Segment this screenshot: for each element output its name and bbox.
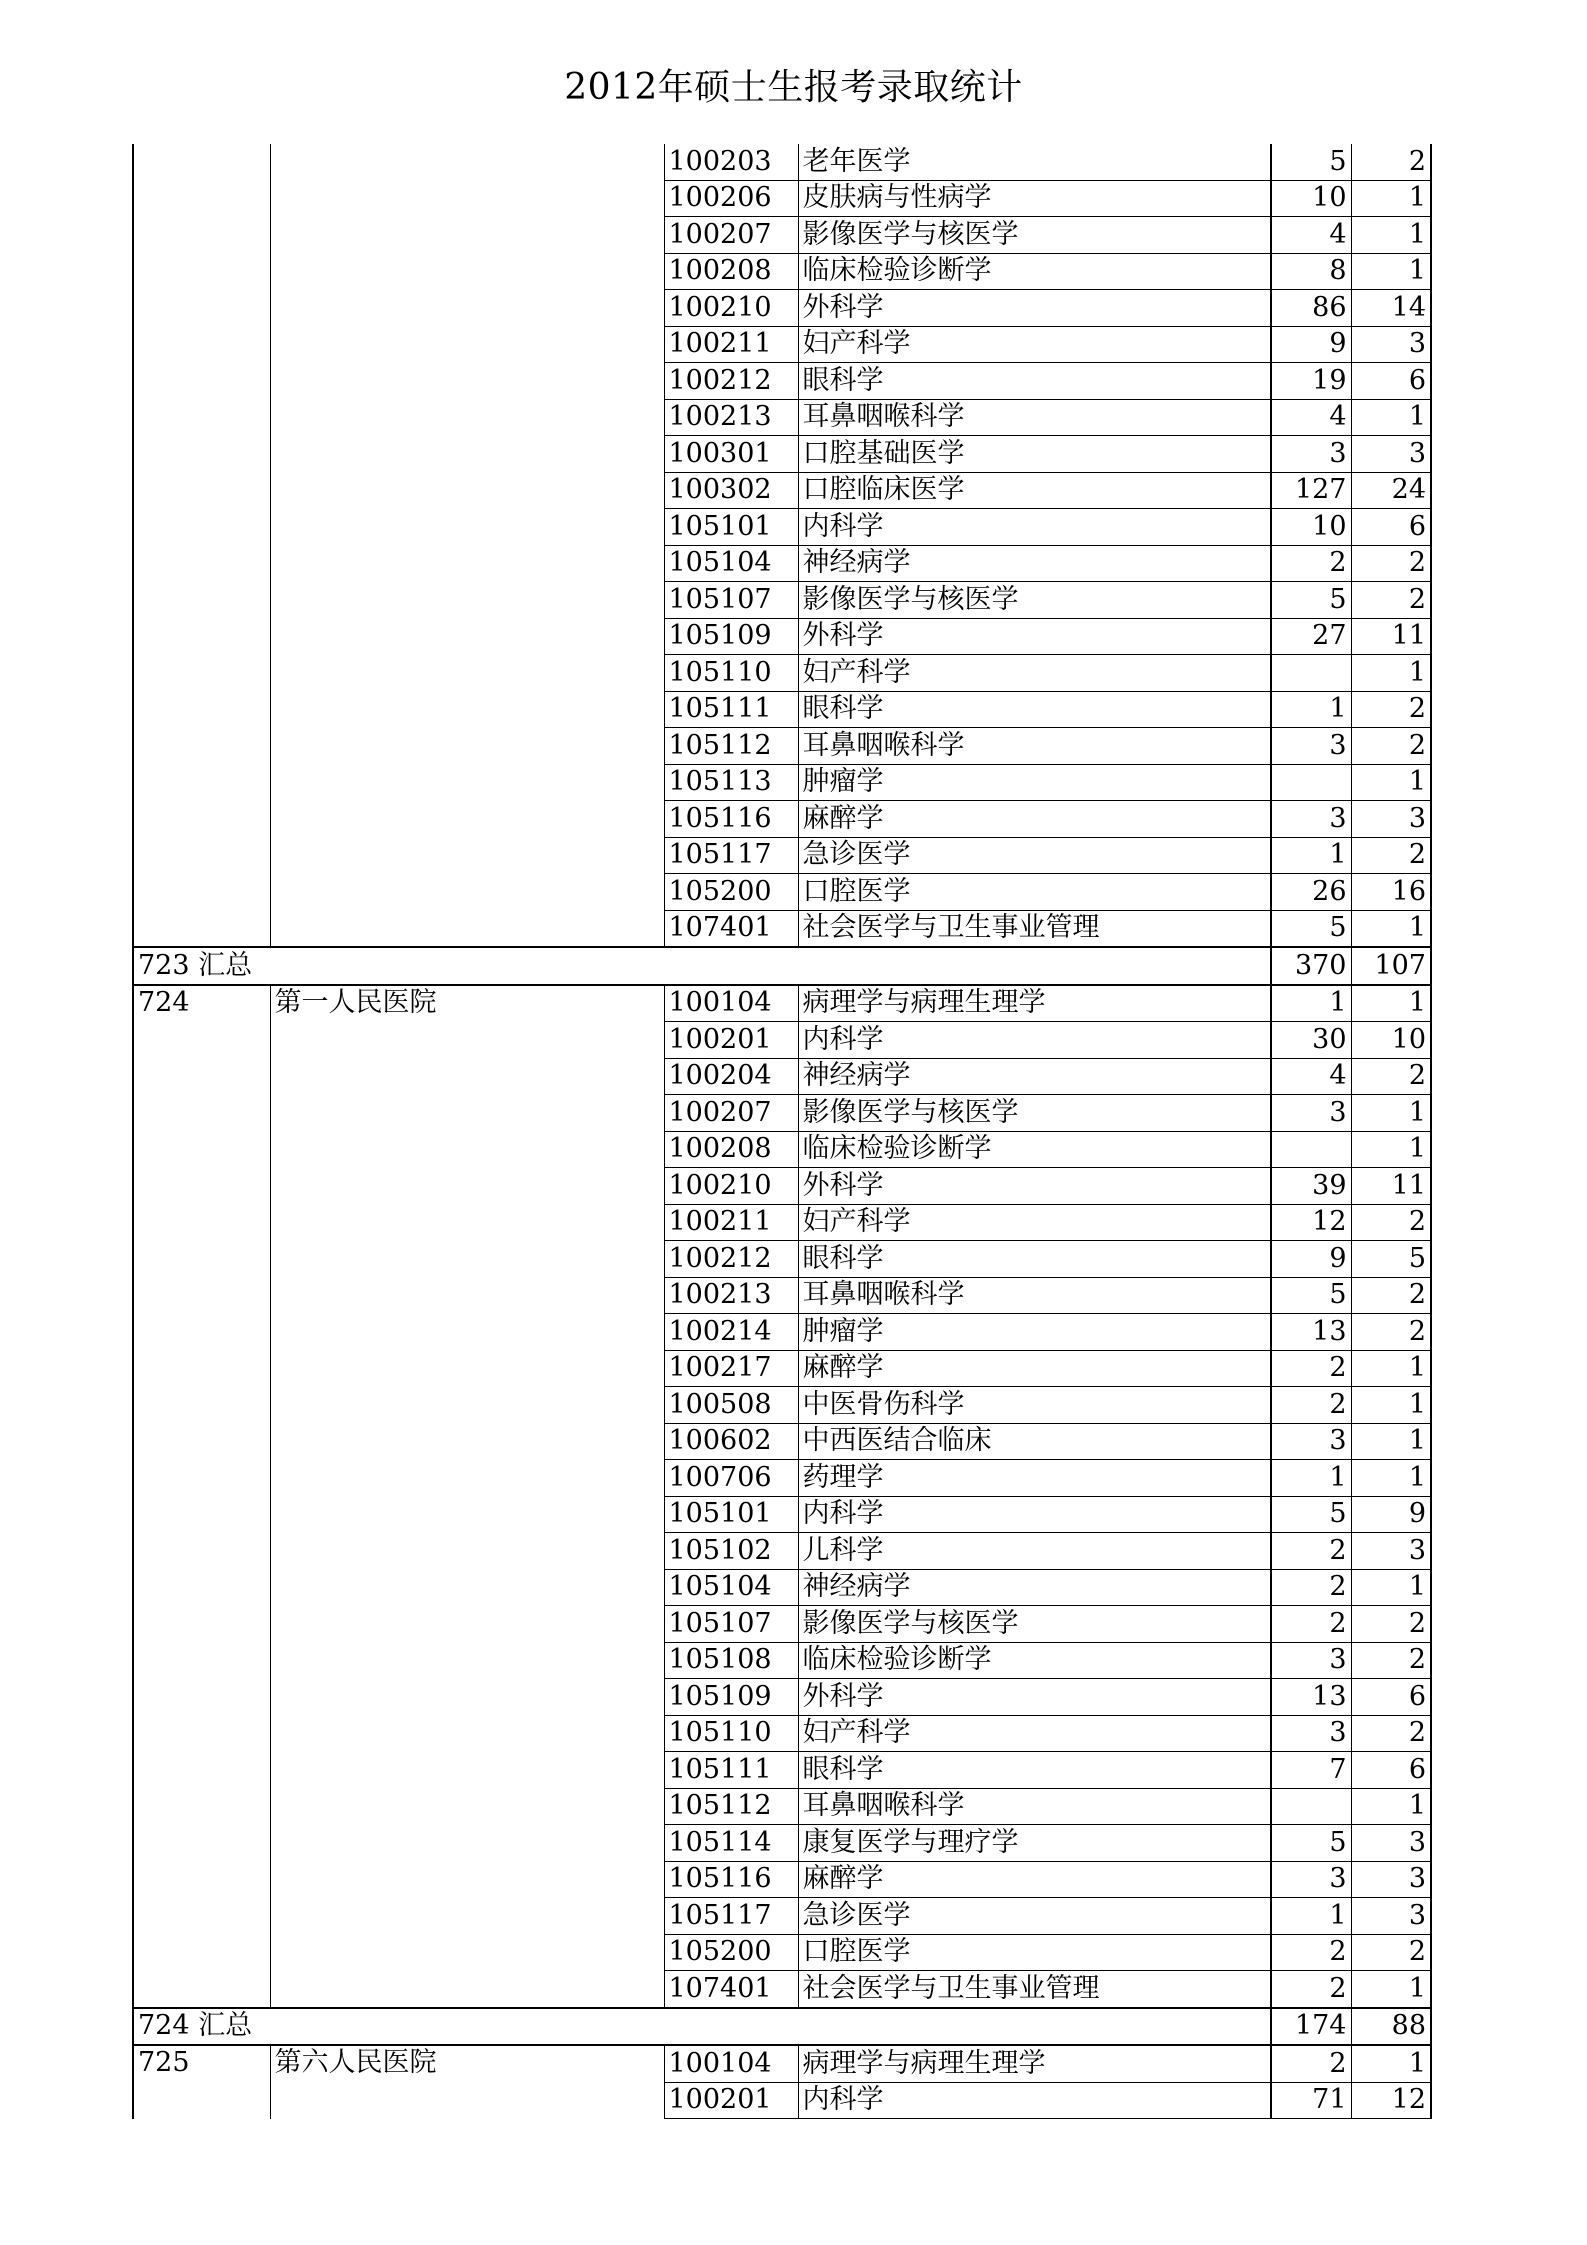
admitted-count-cell: 1 (1351, 399, 1431, 436)
admitted-count-cell: 2 (1351, 545, 1431, 582)
major-name-cell: 妇产科学 (798, 655, 1271, 692)
major-name-cell: 影像医学与核医学 (798, 1606, 1271, 1643)
major-code-cell: 100210 (664, 290, 798, 327)
admitted-count-cell: 2 (1351, 691, 1431, 728)
subtotal-row (133, 947, 1431, 985)
admitted-count-cell: 6 (1351, 1679, 1431, 1716)
applicants-count-cell: 9 (1271, 326, 1351, 363)
applicants-count-cell: 1 (1271, 1898, 1351, 1935)
admitted-count-cell: 1 (1351, 1387, 1431, 1424)
major-name-cell: 眼科学 (798, 363, 1271, 400)
applicants-count-cell: 7 (1271, 1752, 1351, 1789)
unit-code-cell (133, 144, 270, 947)
major-name-cell: 妇产科学 (798, 1715, 1271, 1752)
major-code-cell: 100706 (664, 1460, 798, 1497)
applicants-count-cell: 39 (1271, 1168, 1351, 1205)
major-name-cell: 中西医结合临床 (798, 1423, 1271, 1460)
major-code-cell: 100206 (664, 180, 798, 217)
major-code-cell: 105107 (664, 582, 798, 619)
major-code-cell: 100211 (664, 326, 798, 363)
major-code-cell: 100302 (664, 472, 798, 509)
major-name-cell: 康复医学与理疗学 (798, 1825, 1271, 1862)
admitted-count-cell: 3 (1351, 1898, 1431, 1935)
applicants-count-cell: 1 (1271, 837, 1351, 874)
major-name-cell: 妇产科学 (798, 1204, 1271, 1241)
major-code-cell: 105116 (664, 1861, 798, 1898)
major-name-cell: 口腔临床医学 (798, 472, 1271, 509)
major-code-cell: 105200 (664, 1934, 798, 1971)
applicants-count-cell: 1 (1271, 985, 1351, 1022)
major-name-cell: 麻醉学 (798, 801, 1271, 838)
major-code-cell: 105108 (664, 1642, 798, 1679)
admitted-count-cell: 6 (1351, 1752, 1431, 1789)
subtotal-label: 723 汇总 (133, 947, 1271, 985)
applicants-count-cell: 13 (1271, 1679, 1351, 1716)
admitted-count-cell: 1 (1351, 253, 1431, 290)
admitted-count-cell: 24 (1351, 472, 1431, 509)
subtotal-applicants-cell: 370 (1271, 947, 1351, 985)
admitted-count-cell: 2 (1351, 1277, 1431, 1314)
admitted-count-cell: 11 (1351, 618, 1431, 655)
admitted-count-cell: 3 (1351, 436, 1431, 473)
major-name-cell: 社会医学与卫生事业管理 (798, 1971, 1271, 2008)
major-code-cell: 100213 (664, 1277, 798, 1314)
major-code-cell: 100210 (664, 1168, 798, 1205)
admitted-count-cell: 3 (1351, 1861, 1431, 1898)
major-code-cell: 100508 (664, 1387, 798, 1424)
major-name-cell: 影像医学与核医学 (798, 1095, 1271, 1132)
page-title: 2012年硕士生报考录取统计 (564, 67, 1023, 108)
major-code-cell: 105107 (664, 1606, 798, 1643)
major-name-cell: 耳鼻咽喉科学 (798, 399, 1271, 436)
applicants-count-cell: 1 (1271, 1460, 1351, 1497)
major-name-cell: 耳鼻咽喉科学 (798, 1788, 1271, 1825)
unit-name-cell (270, 144, 664, 947)
major-name-cell: 麻醉学 (798, 1350, 1271, 1387)
applicants-count-cell (1271, 1131, 1351, 1168)
major-name-cell: 眼科学 (798, 1241, 1271, 1278)
applicants-count-cell: 4 (1271, 399, 1351, 436)
major-code-cell: 100201 (664, 1022, 798, 1059)
applicants-count-cell: 9 (1271, 1241, 1351, 1278)
major-name-cell: 神经病学 (798, 1569, 1271, 1606)
applicants-count-cell: 8 (1271, 253, 1351, 290)
major-code-cell: 100214 (664, 1314, 798, 1351)
admitted-count-cell: 1 (1351, 1423, 1431, 1460)
applicants-count-cell: 2 (1271, 1971, 1351, 2008)
admitted-count-cell: 2 (1351, 1058, 1431, 1095)
major-code-cell: 105116 (664, 801, 798, 838)
admitted-count-cell: 3 (1351, 326, 1431, 363)
applicants-count-cell: 2 (1271, 1533, 1351, 1570)
applicants-count-cell: 2 (1271, 1350, 1351, 1387)
applicants-count-cell: 2 (1271, 2045, 1351, 2082)
admitted-count-cell: 2 (1351, 1715, 1431, 1752)
admitted-count-cell: 1 (1351, 2045, 1431, 2082)
unit-code-cell: 725 (133, 2045, 270, 2119)
major-code-cell: 100104 (664, 2045, 798, 2082)
admitted-count-cell: 3 (1351, 1825, 1431, 1862)
admitted-count-cell: 1 (1351, 1788, 1431, 1825)
applicants-count-cell: 3 (1271, 1423, 1351, 1460)
major-name-cell: 神经病学 (798, 545, 1271, 582)
major-name-cell: 临床检验诊断学 (798, 253, 1271, 290)
major-code-cell: 105101 (664, 1496, 798, 1533)
major-code-cell: 107401 (664, 910, 798, 947)
admitted-count-cell: 1 (1351, 1095, 1431, 1132)
applicants-count-cell (1271, 764, 1351, 801)
major-name-cell: 临床检验诊断学 (798, 1642, 1271, 1679)
admitted-count-cell: 16 (1351, 874, 1431, 911)
admitted-count-cell: 1 (1351, 655, 1431, 692)
major-name-cell: 外科学 (798, 1168, 1271, 1205)
major-name-cell: 临床检验诊断学 (798, 1131, 1271, 1168)
applicants-count-cell: 5 (1271, 1496, 1351, 1533)
major-code-cell: 105111 (664, 691, 798, 728)
admitted-count-cell: 2 (1351, 1606, 1431, 1643)
admitted-count-cell: 2 (1351, 1642, 1431, 1679)
applicants-count-cell: 2 (1271, 1569, 1351, 1606)
applicants-count-cell: 5 (1271, 1825, 1351, 1862)
applicants-count-cell: 3 (1271, 436, 1351, 473)
admitted-count-cell: 2 (1351, 1204, 1431, 1241)
subtotal-admitted-cell: 107 (1351, 947, 1431, 985)
admission-statistics-table (132, 144, 1432, 2119)
admitted-count-cell: 2 (1351, 837, 1431, 874)
applicants-count-cell: 1 (1271, 691, 1351, 728)
major-code-cell: 105114 (664, 1825, 798, 1862)
major-name-cell: 病理学与病理生理学 (798, 985, 1271, 1022)
major-name-cell: 肿瘤学 (798, 1314, 1271, 1351)
major-code-cell: 100208 (664, 1131, 798, 1168)
major-name-cell: 中医骨伤科学 (798, 1387, 1271, 1424)
major-code-cell: 105117 (664, 1898, 798, 1935)
applicants-count-cell: 2 (1271, 1606, 1351, 1643)
subtotal-label: 724 汇总 (133, 2008, 1271, 2046)
major-name-cell: 神经病学 (798, 1058, 1271, 1095)
applicants-count-cell: 86 (1271, 290, 1351, 327)
major-name-cell: 皮肤病与性病学 (798, 180, 1271, 217)
major-code-cell: 100104 (664, 985, 798, 1022)
applicants-count-cell: 3 (1271, 1861, 1351, 1898)
major-name-cell: 眼科学 (798, 691, 1271, 728)
applicants-count-cell: 4 (1271, 217, 1351, 254)
applicants-count-cell: 5 (1271, 1277, 1351, 1314)
admitted-count-cell: 1 (1351, 1350, 1431, 1387)
admitted-count-cell: 6 (1351, 363, 1431, 400)
major-name-cell: 影像医学与核医学 (798, 217, 1271, 254)
admitted-count-cell: 1 (1351, 1971, 1431, 2008)
major-code-cell: 107401 (664, 1971, 798, 2008)
major-name-cell: 外科学 (798, 1679, 1271, 1716)
admitted-count-cell: 2 (1351, 728, 1431, 765)
applicants-count-cell: 19 (1271, 363, 1351, 400)
major-code-cell: 105101 (664, 509, 798, 546)
applicants-count-cell (1271, 1788, 1351, 1825)
major-code-cell: 105200 (664, 874, 798, 911)
major-name-cell: 肿瘤学 (798, 764, 1271, 801)
admitted-count-cell: 14 (1351, 290, 1431, 327)
major-code-cell: 100213 (664, 399, 798, 436)
subtotal-admitted-cell: 88 (1351, 2008, 1431, 2046)
applicants-count-cell: 10 (1271, 180, 1351, 217)
major-code-cell: 100201 (664, 2082, 798, 2119)
applicants-count-cell: 5 (1271, 910, 1351, 947)
major-code-cell: 100212 (664, 363, 798, 400)
major-name-cell: 口腔医学 (798, 1934, 1271, 1971)
major-code-cell: 100602 (664, 1423, 798, 1460)
admitted-count-cell: 6 (1351, 509, 1431, 546)
admitted-count-cell: 2 (1351, 144, 1431, 180)
applicants-count-cell: 3 (1271, 801, 1351, 838)
major-name-cell: 急诊医学 (798, 837, 1271, 874)
applicants-count-cell: 3 (1271, 1642, 1351, 1679)
major-name-cell: 内科学 (798, 1496, 1271, 1533)
applicants-count-cell: 13 (1271, 1314, 1351, 1351)
unit-name-cell: 第六人民医院 (270, 2045, 664, 2119)
applicants-count-cell: 2 (1271, 545, 1351, 582)
applicants-count-cell: 2 (1271, 1387, 1351, 1424)
major-code-cell: 100207 (664, 217, 798, 254)
major-name-cell: 急诊医学 (798, 1898, 1271, 1935)
major-code-cell: 105104 (664, 1569, 798, 1606)
major-code-cell: 100217 (664, 1350, 798, 1387)
major-name-cell: 影像医学与核医学 (798, 582, 1271, 619)
admitted-count-cell: 1 (1351, 985, 1431, 1022)
admitted-count-cell: 2 (1351, 1314, 1431, 1351)
applicants-count-cell (1271, 655, 1351, 692)
admitted-count-cell: 12 (1351, 2082, 1431, 2119)
major-name-cell: 药理学 (798, 1460, 1271, 1497)
unit-code-cell: 724 (133, 985, 270, 2008)
major-code-cell: 100208 (664, 253, 798, 290)
subtotal-applicants-cell: 174 (1271, 2008, 1351, 2046)
applicants-count-cell: 30 (1271, 1022, 1351, 1059)
major-code-cell: 105104 (664, 545, 798, 582)
major-code-cell: 105109 (664, 1679, 798, 1716)
subtotal-row (133, 2008, 1431, 2046)
applicants-count-cell: 3 (1271, 1715, 1351, 1752)
admitted-count-cell: 1 (1351, 1131, 1431, 1168)
applicants-count-cell: 4 (1271, 1058, 1351, 1095)
major-code-cell: 105110 (664, 655, 798, 692)
applicants-count-cell: 27 (1271, 618, 1351, 655)
admitted-count-cell: 1 (1351, 180, 1431, 217)
major-name-cell: 老年医学 (798, 144, 1271, 180)
major-name-cell: 内科学 (798, 509, 1271, 546)
major-code-cell: 100203 (664, 144, 798, 180)
major-code-cell: 105102 (664, 1533, 798, 1570)
admitted-count-cell: 10 (1351, 1022, 1431, 1059)
major-name-cell: 内科学 (798, 1022, 1271, 1059)
major-code-cell: 100204 (664, 1058, 798, 1095)
major-code-cell: 105112 (664, 728, 798, 765)
major-code-cell: 105117 (664, 837, 798, 874)
table-row (133, 144, 1431, 180)
major-name-cell: 内科学 (798, 2082, 1271, 2119)
unit-name-cell: 第一人民医院 (270, 985, 664, 2008)
applicants-count-cell: 127 (1271, 472, 1351, 509)
major-name-cell: 口腔医学 (798, 874, 1271, 911)
major-name-cell: 病理学与病理生理学 (798, 2045, 1271, 2082)
applicants-count-cell: 5 (1271, 582, 1351, 619)
admitted-count-cell: 2 (1351, 582, 1431, 619)
admitted-count-cell: 1 (1351, 764, 1431, 801)
major-name-cell: 外科学 (798, 290, 1271, 327)
major-name-cell: 儿科学 (798, 1533, 1271, 1570)
major-name-cell: 社会医学与卫生事业管理 (798, 910, 1271, 947)
applicants-count-cell: 3 (1271, 728, 1351, 765)
admitted-count-cell: 1 (1351, 1460, 1431, 1497)
admitted-count-cell: 2 (1351, 1934, 1431, 1971)
major-code-cell: 105113 (664, 764, 798, 801)
table-row (133, 985, 1431, 1022)
applicants-count-cell: 5 (1271, 144, 1351, 180)
major-name-cell: 外科学 (798, 618, 1271, 655)
major-name-cell: 妇产科学 (798, 326, 1271, 363)
major-code-cell: 100211 (664, 1204, 798, 1241)
applicants-count-cell: 2 (1271, 1934, 1351, 1971)
admitted-count-cell: 1 (1351, 1569, 1431, 1606)
admitted-count-cell: 1 (1351, 910, 1431, 947)
applicants-count-cell: 10 (1271, 509, 1351, 546)
major-name-cell: 眼科学 (798, 1752, 1271, 1789)
applicants-count-cell: 12 (1271, 1204, 1351, 1241)
applicants-count-cell: 3 (1271, 1095, 1351, 1132)
major-code-cell: 105109 (664, 618, 798, 655)
admitted-count-cell: 3 (1351, 801, 1431, 838)
major-name-cell: 耳鼻咽喉科学 (798, 1277, 1271, 1314)
admitted-count-cell: 5 (1351, 1241, 1431, 1278)
major-code-cell: 105110 (664, 1715, 798, 1752)
admitted-count-cell: 3 (1351, 1533, 1431, 1570)
applicants-count-cell: 26 (1271, 874, 1351, 911)
major-code-cell: 100207 (664, 1095, 798, 1132)
major-code-cell: 105111 (664, 1752, 798, 1789)
major-code-cell: 100301 (664, 436, 798, 473)
major-name-cell: 麻醉学 (798, 1861, 1271, 1898)
admitted-count-cell: 11 (1351, 1168, 1431, 1205)
admitted-count-cell: 9 (1351, 1496, 1431, 1533)
major-name-cell: 耳鼻咽喉科学 (798, 728, 1271, 765)
applicants-count-cell: 71 (1271, 2082, 1351, 2119)
table-row (133, 2045, 1431, 2082)
major-name-cell: 口腔基础医学 (798, 436, 1271, 473)
admitted-count-cell: 1 (1351, 217, 1431, 254)
major-code-cell: 105112 (664, 1788, 798, 1825)
major-code-cell: 100212 (664, 1241, 798, 1278)
